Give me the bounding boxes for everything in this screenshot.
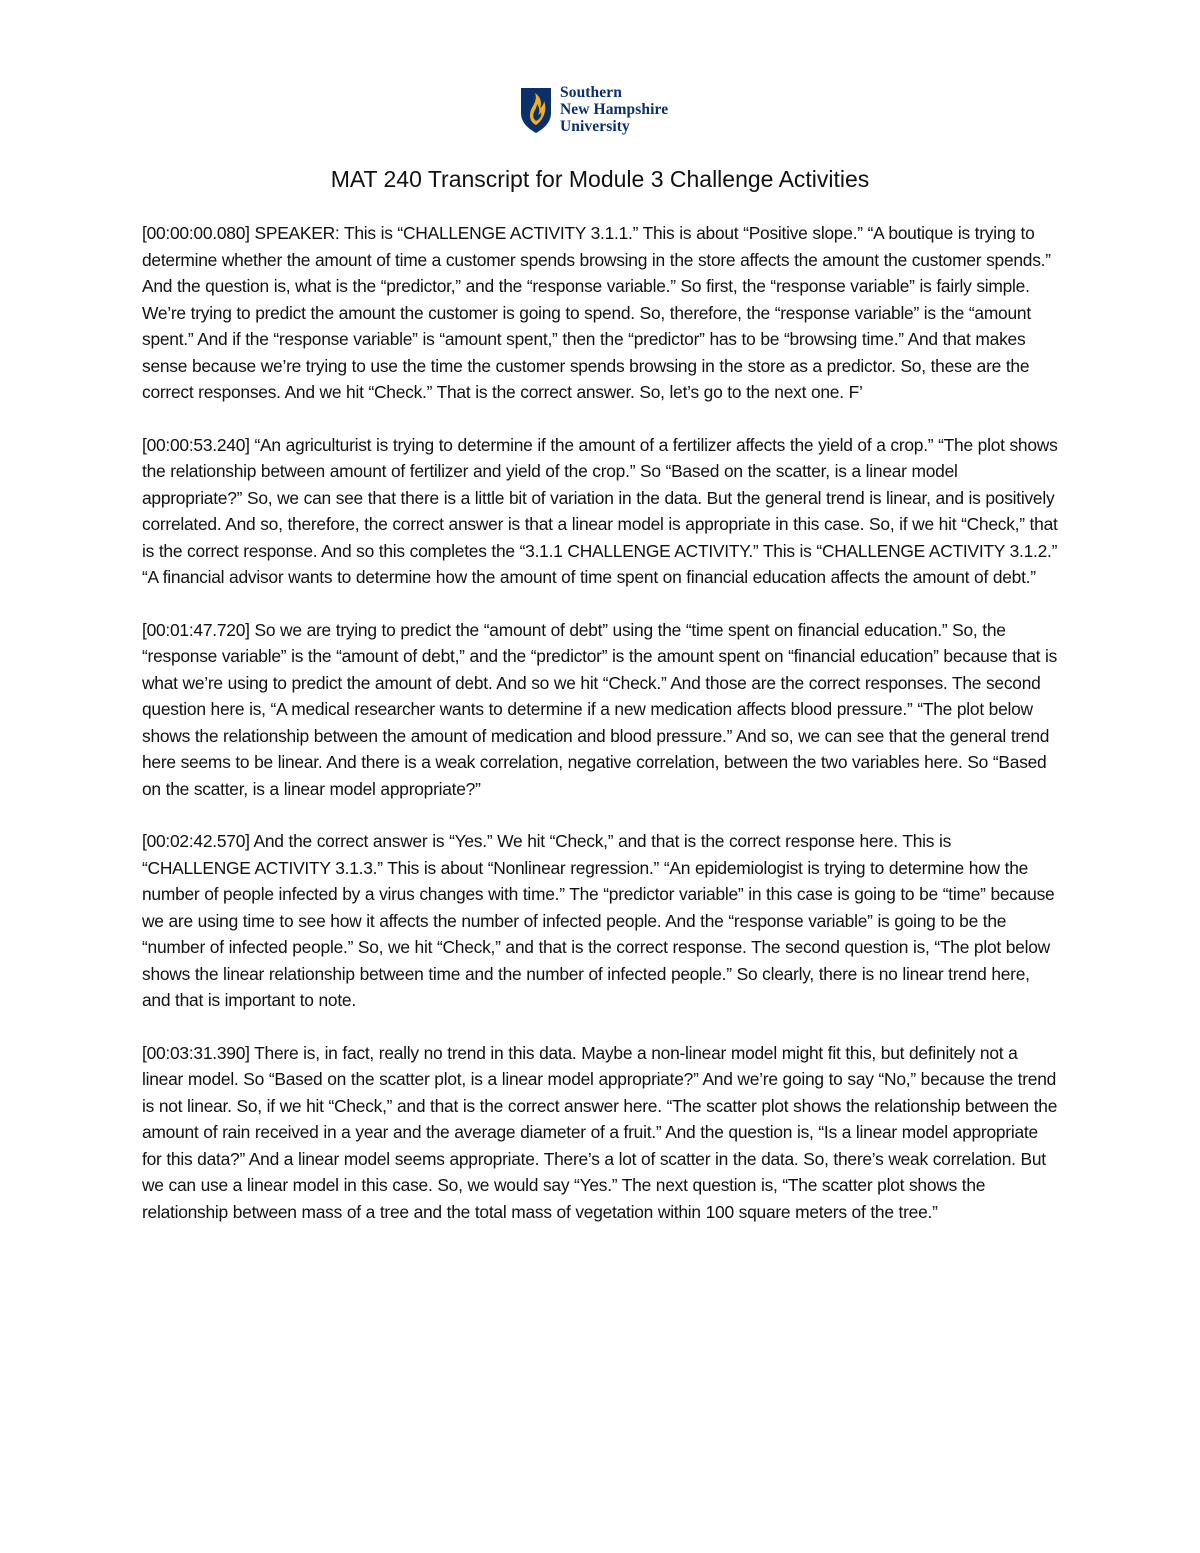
document-title: MAT 240 Transcript for Module 3 Challenge Activities: [330, 166, 870, 192]
paragraph-text: There is, in fact, really no trend in this data. Maybe a non-linear model might fit this, but definitely not a linear model. So “Based on the scatter plot, is a linear model appropriate?” And we’re going to say “No,” because the trend is not linear. So, if we hit “Check,” and that is the correct answer here. “The scatter plot shows the relationship between the amount of rain received in a year and the average diameter of a fruit.” And the question is, “Is a linear model appropriate for this data?” And a linear model seems appropriate. There’s a lot of scatter in the data. So, there’s weak correlation. But we can use a linear model in this case. So, we would say “Yes.” The next question is, “The scatter plot shows the relationship between mass of a tree and the total mass of vegetation within 100 square meters of the tree.”: [142, 1042, 1058, 1222]
logo-line-2: New Hampshire: [560, 101, 669, 118]
timestamp: [00:03:31.390]: [142, 1042, 250, 1063]
shield-flame-icon: [520, 86, 552, 134]
transcript-paragraph: [142, 432, 1060, 591]
logo-line-1: Southern: [560, 84, 622, 101]
transcript-paragraph: [142, 1040, 1060, 1226]
transcript-paragraph: [142, 220, 1060, 406]
university-logo: [520, 84, 668, 135]
transcript-body: [142, 220, 1060, 1251]
timestamp: [00:01:47.720]: [142, 619, 250, 640]
transcript-paragraph: [142, 617, 1060, 803]
paragraph-text: So we are trying to predict the “amount of debt” using the “time spent on financial education.” So, the “response variable” is the “amount of debt,” and the “predictor” is the amount spent on “financial education” because that is what we’re using to predict the amount of debt. And so we hit “Check.” And those are the correct responses. The second question here is, “A medical researcher wants to determine if a new medication affects blood pressure.” “The plot below shows the relationship between the amount of medication and blood pressure.” And so, we can see that the general trend here seems to be linear. And there is a weak correlation, negative correlation, between the two variables here. So “Based on the scatter, is a linear model appropriate?”: [142, 619, 1058, 799]
logo-wordmark: [560, 84, 668, 135]
logo-line-3: University: [560, 118, 630, 135]
timestamp: [00:00:00.080]: [142, 223, 250, 243]
paragraph-text: And the correct answer is “Yes.” We hit “Check,” and that is the correct response here. This is “CHALLENGE ACTIVITY 3.1.3.” This is about “Nonlinear regression.” “An epidemiologist is trying to determine how the number of people infected by a virus changes with time.” The “predictor variable” in this case is going to be “time” because we are using time to see how it affects the number of infected people. And the “response variable” is going to be the “number of infected people.” So, we hit “Check,” and that is the correct response. The second question is, “The plot below shows the linear relationship between time and the number of infected people.” So clearly, there is no linear trend here, and that is important to note.: [142, 831, 1055, 1010]
timestamp: [00:00:53.240]: [142, 434, 250, 455]
timestamp: [00:02:42.570]: [142, 831, 250, 851]
paragraph-text: SPEAKER: This is “CHALLENGE ACTIVITY 3.1.1.” This is about “Positive slope.” “A boutique is trying to determine whether the amount of time a customer spends browsing in the store affects the amount the customer spends.” And the question is, what is the “predictor,” and the “response variable.” So first, the “response variable” is fairly simple. We’re trying to predict the amount the customer is going to spend. So, therefore, the “response variable” is the “amount spent.” And if the “response variable” is “amount spent,” then the “predictor” has to be “browsing time.” And that makes sense because we’re trying to use the time the customer spends browsing in the store as a predictor. So, these are the correct responses. And we hit “Check.” That is the correct answer. So, let’s go to the next one. F’: [142, 223, 1051, 402]
paragraph-text: “An agriculturist is trying to determine if the amount of a fertilizer affects the yield of a crop.” “The plot shows the relationship between amount of fertilizer and yield of the crop.” So “Based on the scatter, is a linear model appropriate?” So, we can see that there is a little bit of variation in the data. But the general trend is linear, and is positively correlated. And so, therefore, the correct answer is that a linear model is appropriate in this case. So, if we hit “Check,” that is the correct response. And so this completes the “3.1.1 CHALLENGE ACTIVITY.” This is “CHALLENGE ACTIVITY 3.1.2.” “A financial advisor wants to determine how the amount of time spent on financial education affects the amount of debt.”: [142, 434, 1058, 587]
transcript-paragraph: [142, 828, 1060, 1014]
